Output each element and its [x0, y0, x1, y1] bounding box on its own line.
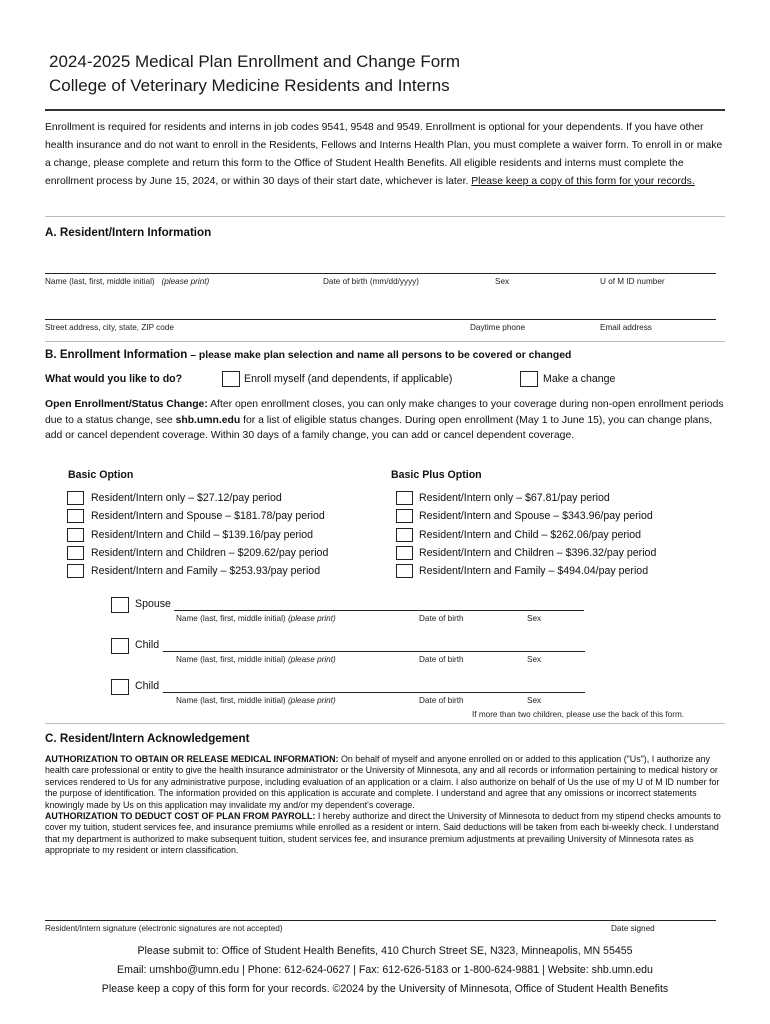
- basic-plus-option-checkbox[interactable]: [396, 491, 413, 505]
- make-change-label: Make a change: [543, 373, 616, 385]
- section-a-heading: A. Resident/Intern Information: [45, 226, 212, 239]
- dependent-sex-label: Sex: [527, 696, 542, 705]
- intro-divider: [45, 216, 725, 217]
- intro-text: Enrollment is required for residents and interns in job codes 9541, 9548 and 9549. Enrollment is optional for your dependents. If you have other health insurance and do not want to enroll in the Residents, Fellows and Interns Health Plan, you must complete a waiver form. To enroll in or make a change, please complete and return this form to the Office of Student Health Benefits. All eligible residents and interns must complete the enrollment process by June 15, 2024, or within 30 days of their start date, whichever is later.: [45, 122, 723, 187]
- auth-medical-text: On behalf of myself and anyone enrolled on or added to this application ("Us"), I authorize any health care professional or entity to give the health insurance administrator or the University of Minnesota, any and all records or information pertaining to medical history or services rendered to Us for any administrative purpose, including evaluation of an application or a claim. I also authorize on behalf of Us the use of my U of M ID number for the purpose of identification. The information provided on this application is accurate and complete. I understand and agree that any omissions or incorrect statements knowingly made by Us on this application may invalidate my and/or my dependent's coverage.: [45, 754, 720, 810]
- basic-option-checkbox[interactable]: [67, 528, 84, 542]
- what-to-do-question: What would you like to do?: [45, 373, 183, 385]
- info-row1-line[interactable]: [45, 273, 716, 274]
- dependent-dob-label: Date of birth: [419, 614, 464, 623]
- footer-copyright-line: Please keep a copy of this form for your records. ©2024 by the University of Minnesota, Office of Student Health Benefits: [101, 983, 669, 995]
- form-subtitle: College of Veterinary Medicine Residents and Interns: [49, 76, 450, 95]
- section-b-divider: [45, 723, 725, 724]
- authorization-text: [45, 754, 727, 857]
- open-enrollment-paragraph: Open Enrollment/Status Change: After open enrollment closes, you can only make changes to your coverage during non-open enrollment periods due to a status change, see shb.umn.edu for a list of eligible status changes. During open enrollment (May 1 to June 15), you can change plans, add or cancel dependent coverage. Within 30 days of a family change, you can add or cancel dependent coverage.: [45, 399, 724, 441]
- dependent-name-line[interactable]: [174, 610, 584, 611]
- section-a-divider: [45, 341, 725, 342]
- basic-option-checkbox[interactable]: [67, 509, 84, 523]
- footer-submit-line: Please submit to: Office of Student Health Benefits, 410 Church Street SE, N323, Minneapolis, MN 55455: [137, 945, 633, 957]
- signature-label: Resident/Intern signature (electronic signatures are not accepted): [45, 924, 283, 933]
- basic-option-checkbox[interactable]: [67, 564, 84, 578]
- dependent-checkbox[interactable]: [111, 597, 129, 613]
- shb-link[interactable]: shb.umn.edu: [175, 414, 241, 426]
- enroll-myself-label: Enroll myself (and dependents, if applicable): [244, 373, 453, 385]
- address-field-label: Street address, city, state, ZIP code: [45, 323, 174, 332]
- more-children-note: If more than two children, please use the back of this form.: [472, 710, 685, 719]
- umid-field-label: U of M ID number: [600, 277, 665, 286]
- auth-payroll-label: AUTHORIZATION TO DEDUCT COST OF PLAN FROM PAYROLL:: [45, 811, 316, 822]
- section-b-heading: B. Enrollment Information – please make plan selection and name all persons to be covered or changed: [45, 348, 572, 361]
- auth-medical-label: AUTHORIZATION TO OBTAIN OR RELEASE MEDICAL INFORMATION:: [45, 754, 339, 764]
- sex-field-label: Sex: [495, 277, 510, 286]
- dependent-checkbox[interactable]: [111, 679, 129, 695]
- form-title: 2024-2025 Medical Plan Enrollment and Change Form: [49, 52, 461, 71]
- basic-option-checkbox[interactable]: [67, 546, 84, 560]
- basic-plus-option-checkbox[interactable]: [396, 546, 413, 560]
- basic-option-heading: Basic Option: [68, 469, 134, 481]
- basic-plus-option-checkbox[interactable]: [396, 528, 413, 542]
- dob-field-label: Date of birth (mm/dd/yyyy): [323, 277, 419, 286]
- date-signed-label: Date signed: [611, 924, 655, 933]
- basic-option-checkbox[interactable]: [67, 491, 84, 505]
- email-field-label: Email address: [600, 323, 652, 332]
- signature-line[interactable]: [45, 920, 716, 921]
- section-c-heading: C. Resident/Intern Acknowledgement: [45, 732, 250, 745]
- enroll-myself-checkbox[interactable]: [222, 371, 240, 387]
- dependent-dob-label: Date of birth: [419, 696, 464, 705]
- auth-payroll-text: I hereby authorize and direct the University of Minnesota to deduct from my stipend checks amounts to cover my tuition, student services fee, and insurance premiums while enrolled as a resident or intern. Said deductions will be taken from each bi-weekly check. I understand that my department is authorized to make subsequent tuition, student services fee, and insurance premium adjustments at prevailing University of Minnesota rates as appropriate to my resident or intern classification.: [45, 811, 721, 856]
- make-change-checkbox[interactable]: [520, 371, 538, 387]
- basic-plus-option-checkbox[interactable]: [396, 564, 413, 578]
- footer-contact-line: Email: umshbo@umn.edu | Phone: 612-624-0627 | Fax: 612-626-5183 or 1-800-624-9881 | Website: shb.umn.edu: [117, 964, 653, 976]
- basic-plus-option-heading: Basic Plus Option: [391, 469, 482, 481]
- keep-copy-note: Please keep a copy of this form for your records.: [471, 176, 695, 187]
- dependent-sex-label: Sex: [527, 655, 542, 664]
- basic-option-label: Resident/Intern and Family – $253.93/pay period: [91, 565, 321, 578]
- dependent-sex-label: Sex: [527, 614, 542, 623]
- header-divider: [45, 109, 725, 111]
- phone-field-label: Daytime phone: [470, 323, 526, 332]
- dependent-name-line[interactable]: [163, 651, 585, 652]
- dependent-name-label: Name (last, first, middle initial) (please print): [176, 614, 336, 623]
- basic-plus-option-checkbox[interactable]: [396, 509, 413, 523]
- basic-plus-option-label: Resident/Intern and Children – $396.32/pay period: [419, 546, 657, 559]
- basic-option-label: Resident/Intern and Child – $139.16/pay period: [91, 528, 314, 541]
- info-row2-line[interactable]: [45, 319, 716, 320]
- basic-plus-option-label: Resident/Intern and Child – $262.06/pay period: [419, 528, 642, 541]
- basic-option-label: Resident/Intern and Spouse – $181.78/pay period: [91, 510, 325, 523]
- dependent-name-line[interactable]: [163, 692, 585, 693]
- intro-paragraph: [45, 119, 729, 191]
- dependent-type-label: Child: [135, 680, 160, 692]
- dependent-type-label: Spouse: [135, 598, 171, 610]
- dependent-type-label: Child: [135, 639, 160, 651]
- basic-plus-option-label: Resident/Intern and Spouse – $343.96/pay period: [419, 510, 653, 523]
- basic-option-label: Resident/Intern only – $27.12/pay period: [91, 492, 282, 504]
- basic-plus-option-label: Resident/Intern and Family – $494.04/pay period: [419, 565, 649, 578]
- dependent-checkbox[interactable]: [111, 638, 129, 654]
- dependent-name-label: Name (last, first, middle initial) (please print): [176, 696, 336, 705]
- basic-plus-option-label: Resident/Intern only – $67.81/pay period: [419, 492, 610, 504]
- dependent-name-label: Name (last, first, middle initial) (please print): [176, 655, 336, 664]
- basic-option-label: Resident/Intern and Children – $209.62/pay period: [91, 546, 329, 559]
- dependent-dob-label: Date of birth: [419, 655, 464, 664]
- name-field-label: Name (last, first, middle initial) (please print): [45, 277, 210, 286]
